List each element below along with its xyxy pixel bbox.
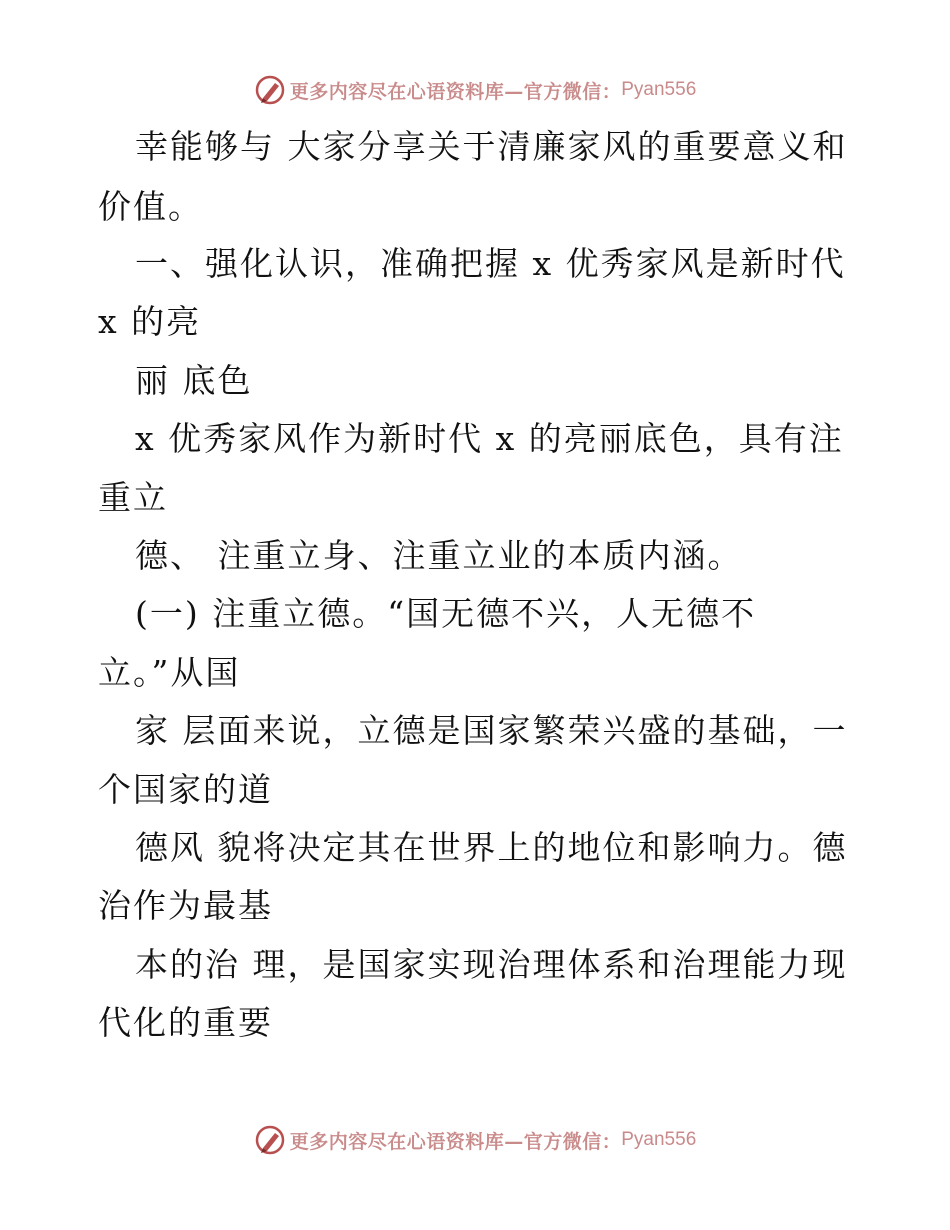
paragraph-line: 德、 注重立身、注重立业的本质内涵。 [135, 536, 743, 575]
paragraph-line: 德风 貌将决定其在世界上的地位和影响力。德 [135, 828, 848, 867]
paragraph-line: (一) 注重立德。“国无德不兴，人无德不 [135, 594, 757, 633]
header-watermark [0, 70, 950, 110]
watermark-id: Pyan556 [621, 79, 697, 100]
watermark-id: Pyan556 [621, 1129, 697, 1150]
paragraph-line: 重立 [98, 478, 168, 517]
paragraph-line: 一、强化认识，准确把握 x 优秀家风是新时代 [135, 244, 846, 283]
paragraph-line: 个国家的道 [98, 770, 273, 809]
footer-watermark [0, 1120, 950, 1160]
paragraph-line: 治作为最基 [98, 886, 273, 925]
paragraph-line: 家 层面来说，立德是国家繁荣兴盛的基础，一 [135, 711, 848, 750]
pen-logo-icon [254, 74, 286, 106]
paragraph-line: 丽 底色 [135, 361, 253, 400]
paragraph-line: 价值。 [98, 187, 203, 226]
paragraph-line: 幸能够与 大家分享关于清廉家风的重要意义和 [135, 127, 848, 166]
watermark-text: 更多内容尽在心语资料库—官方微信： [289, 1130, 622, 1153]
paragraph-line: 代化的重要 [98, 1003, 273, 1042]
pen-logo-icon [254, 1124, 286, 1156]
paragraph-line: x 的亮 [98, 302, 202, 341]
paragraph-line: 本的治 理，是国家实现治理体系和治理能力现 [135, 945, 848, 984]
paragraph-line: x 优秀家风作为新时代 x 的亮丽底色，具有注 [135, 419, 844, 458]
watermark-text: 更多内容尽在心语资料库—官方微信： [289, 80, 622, 103]
paragraph-line: 立。”从国 [98, 653, 241, 692]
